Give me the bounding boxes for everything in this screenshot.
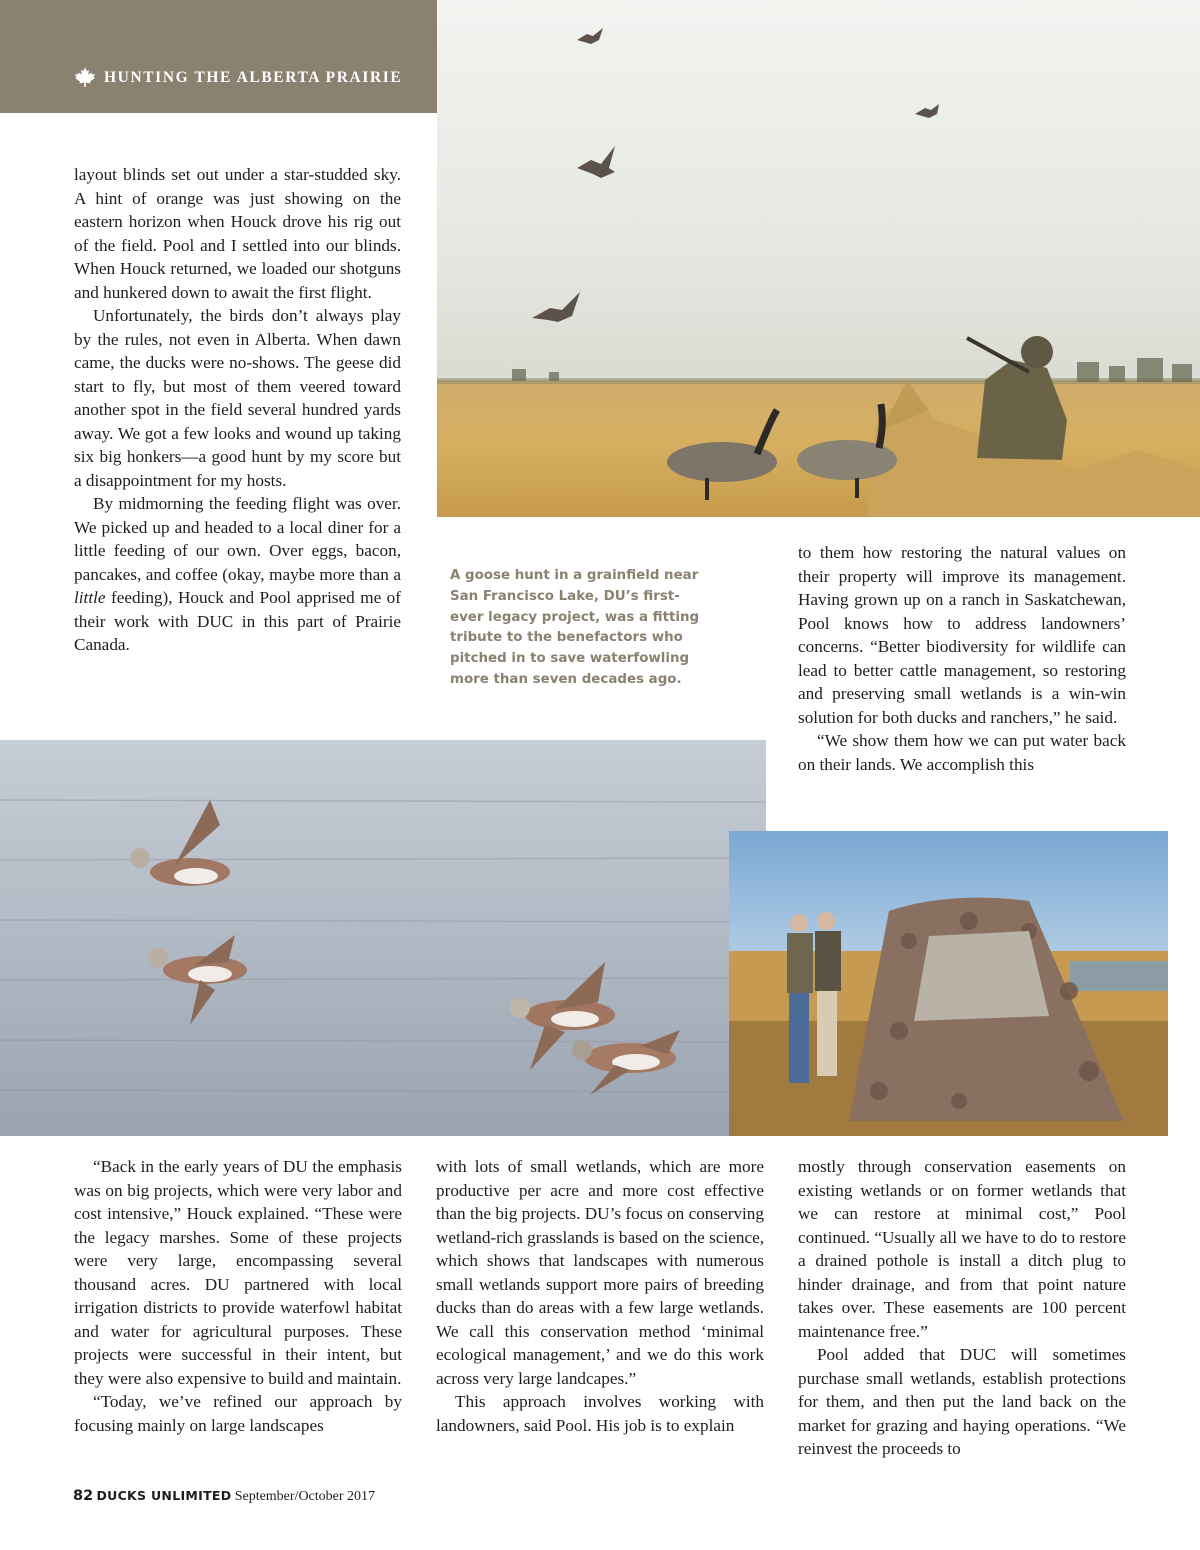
- section-title: HUNTING THE ALBERTA PRAIRIE: [104, 69, 403, 86]
- paragraph: “Back in the early years of DU the emphasis was on big projects, which were very labor and cost intensive,” Houck explained. “These were the legacy marshes. Some of these projects were very large, encompassing several thousand acres. DU partnered with local irrigation districts to provide waterfowl habitat and water for agricultural purposes. These projects were successful in their intent, but they were also expensive to build and maintain.: [74, 1157, 402, 1388]
- magazine-name: DUCKS UNLIMITED: [96, 1488, 232, 1503]
- article-column-bottom-middle: [436, 1155, 764, 1437]
- article-column-top-left: [74, 163, 401, 657]
- page-footer: [73, 1488, 375, 1505]
- emphasis-text: little: [74, 588, 106, 607]
- paragraph: mostly through conservation easements on existing wetlands or on former wetlands that we can restore at minimal cost,” Pool continued. “Usually all we have to do to restore a drained pothole is install a ditch plug to hinder drainage, and from that point nature takes over. These easements are 100 percent maintenance free.”: [798, 1157, 1126, 1341]
- article-column-top-right: [798, 541, 1126, 776]
- photo-caption: A goose hunt in a grainfield near San Francisco Lake, DU’s first-ever legacy project, was a fitting tribute to the benefactors who pitched in to save waterfowling more than seven decades ago.: [450, 568, 700, 687]
- flying-wigeon-photo: [0, 740, 766, 1136]
- section-header-band: [0, 0, 437, 113]
- paragraph-text: feeding), Houck and Pool apprised me of their work with DUC in this part of Prairie Canada.: [74, 588, 401, 654]
- paragraph: This approach involves working with landowners, said Pool. His job is to explain: [436, 1392, 764, 1435]
- paragraph: “Today, we’ve refined our approach by focusing mainly on large landscapes: [74, 1392, 402, 1435]
- goose-hunt-photo: [437, 0, 1200, 517]
- maple-leaf-icon: [74, 66, 96, 88]
- lake-monument-photo: [729, 831, 1168, 1136]
- article-column-bottom-right: [798, 1155, 1126, 1461]
- paragraph: Pool added that DUC will sometimes purchase small wetlands, establish protections for them, and then put the land back on the market for grazing and haying operations. “We reinvest the proceeds to: [798, 1345, 1126, 1458]
- paragraph: “We show them how we can put water back on their lands. We accomplish this: [798, 731, 1126, 774]
- paragraph: Unfortunately, the birds don’t always play by the rules, not even in Alberta. When dawn came, the ducks were no-shows. The geese did start to fly, but most of them veered toward another spot in the field several hundred yards away. We got a few looks and wound up taking six big honkers—a good hunt by my score but a disappointment for my hosts.: [74, 306, 401, 490]
- paragraph: to them how restoring the natural values on their property will improve its management. Having grown up on a ranch in Saskatchewan, Pool knows how to address landowners’ concerns. “Better biodiversity for wildlife can lead to better cattle management, so restoring and preserving small wetlands is a win-win solution for both ducks and ranchers,” he said.: [798, 543, 1126, 727]
- paragraph: with lots of small wetlands, which are more productive per acre and more cost effective than the big projects. DU’s focus on conserving wetland-rich grasslands is based on the science, which shows that landscapes with numerous small wetlands support more pairs of breeding ducks than do areas with a few large wetlands. We call this conservation method ‘minimal ecological management,’ and we do this work across very large landcapes.”: [436, 1157, 764, 1388]
- paragraph: layout blinds set out under a star-studded sky. A hint of orange was just showing on the eastern horizon when Houck drove his rig out of the field. Pool and I settled into our blinds. When Houck returned, we loaded our shotguns and hunkered down to await the first flight.: [74, 165, 401, 302]
- issue-date: September/October 2017: [234, 1489, 376, 1504]
- paragraph: [74, 492, 401, 657]
- paragraph-text: By midmorning the feeding flight was over. We picked up and headed to a local diner for a little feeding of our own. Over eggs, bacon, pancakes, and coffee (okay, maybe more than a: [74, 494, 401, 584]
- article-column-bottom-left: [74, 1155, 402, 1437]
- page-number: 82: [73, 1488, 94, 1504]
